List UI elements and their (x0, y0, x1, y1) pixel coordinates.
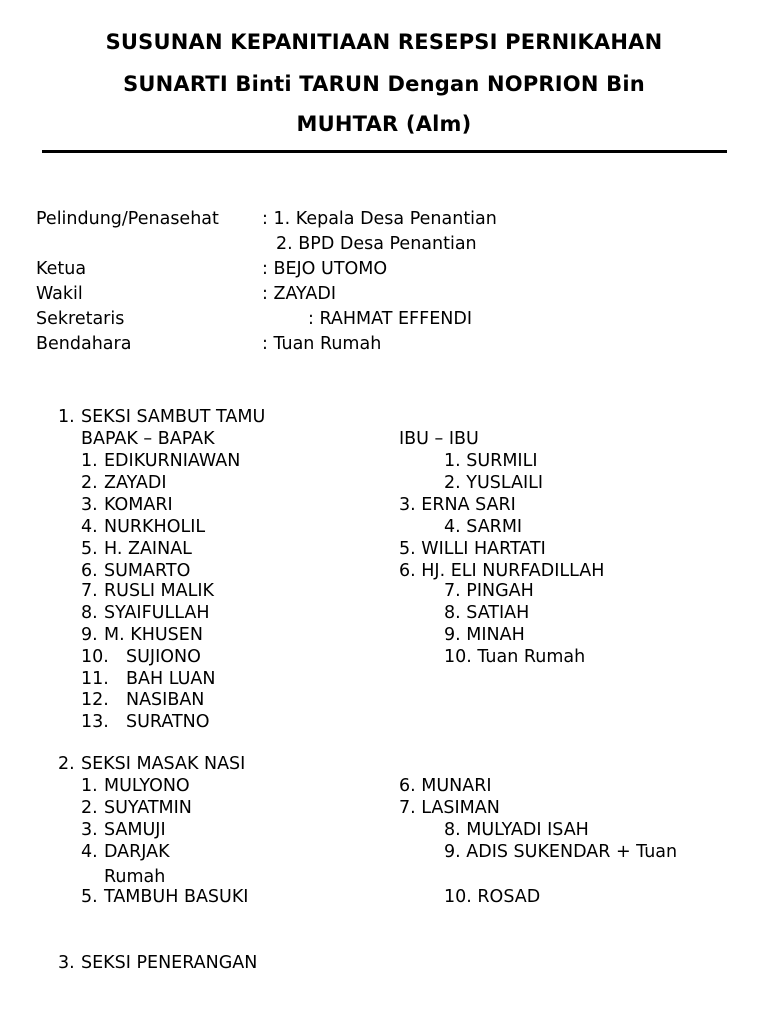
list-item-number: 11. (81, 669, 109, 689)
list-item: 10. Tuan Rumah (444, 647, 586, 667)
role-label: Sekretaris (36, 309, 125, 329)
list-item-number: 10. (81, 647, 109, 667)
list-item-number: 6. (81, 561, 98, 581)
role-label: Ketua (36, 259, 87, 279)
list-item: 6. MUNARI (399, 776, 492, 796)
role-value: : Tuan Rumah (262, 334, 382, 354)
list-item: 9. ADIS SUKENDAR + Tuan (444, 842, 678, 862)
role-label: Bendahara (36, 334, 132, 354)
document-title-line-2: SUNARTI Binti TARUN Dengan NOPRION Bin (123, 72, 645, 96)
list-item-name: SUJIONO (126, 647, 201, 667)
list-item-name: SUYATMIN (104, 798, 192, 818)
list-item: 1. SURMILI (444, 451, 538, 471)
list-item-name: BAH LUAN (126, 669, 216, 689)
list-item: 7. LASIMAN (399, 798, 500, 818)
list-item-number: 13. (81, 712, 109, 732)
list-item-name: EDIKURNIAWAN (104, 451, 241, 471)
list-item-number: 2. (81, 798, 98, 818)
list-item-name: MULYONO (104, 776, 190, 796)
section-title: SEKSI MASAK NASI (81, 754, 246, 774)
list-item-number: 3. (81, 495, 98, 515)
list-item-name: RUSLI MALIK (104, 581, 215, 601)
role-value: : BEJO UTOMO (262, 259, 388, 279)
list-item-name: SYAIFULLAH (104, 603, 210, 623)
list-item-number: 4. (81, 517, 98, 537)
list-item: 3. ERNA SARI (399, 495, 516, 515)
role-value: : ZAYADI (262, 284, 336, 304)
list-item-number: 8. (81, 603, 98, 623)
list-item: 2. YUSLAILI (444, 473, 544, 493)
list-item-number: 4. (81, 842, 98, 862)
list-item-number: 5. (81, 887, 98, 907)
list-item-name: TAMBUH BASUKI (104, 887, 249, 907)
list-item-name: DARJAK (104, 842, 170, 862)
list-item-name: Rumah (104, 867, 166, 887)
list-item-number: 1. (81, 776, 98, 796)
list-item: 8. SATIAH (444, 603, 530, 623)
section-title: SEKSI SAMBUT TAMU (81, 407, 266, 427)
role-value: 2. BPD Desa Penantian (276, 234, 477, 254)
title-underline (42, 150, 727, 153)
list-item: 4. SARMI (444, 517, 523, 537)
list-item-number: 12. (81, 690, 109, 710)
role-label: Pelindung/Penasehat (36, 209, 219, 229)
role-label: Wakil (36, 284, 83, 304)
list-item-name: M. KHUSEN (104, 625, 203, 645)
document-title-line-3: MUHTAR (Alm) (296, 112, 472, 136)
list-item-number: 5. (81, 539, 98, 559)
list-item: 5. WILLI HARTATI (399, 539, 546, 559)
list-item-name: KOMARI (104, 495, 173, 515)
column-header-men: BAPAK – BAPAK (81, 429, 215, 449)
list-item: 7. PINGAH (444, 581, 534, 601)
list-item: 10. ROSAD (444, 887, 541, 907)
role-value: : RAHMAT EFFENDI (308, 309, 472, 329)
list-item-number: 1. (81, 451, 98, 471)
list-item-name: ZAYADI (104, 473, 167, 493)
section-number: 1. (58, 407, 75, 427)
list-item-number: 3. (81, 820, 98, 840)
role-value: : 1. Kepala Desa Penantian (262, 209, 497, 229)
list-item-name: H. ZAINAL (104, 539, 192, 559)
list-item-number: 9. (81, 625, 98, 645)
list-item: 9. MINAH (444, 625, 525, 645)
document-title-line-1: SUSUNAN KEPANITIAAN RESEPSI PERNIKAHAN (105, 30, 663, 54)
list-item: 8. MULYADI ISAH (444, 820, 589, 840)
list-item-name: SAMUJI (104, 820, 166, 840)
list-item-name: NURKHOLIL (104, 517, 206, 537)
list-item-number: 7. (81, 581, 98, 601)
section-title: SEKSI PENERANGAN (81, 953, 258, 973)
list-item-number: 2. (81, 473, 98, 493)
list-item-name: NASIBAN (126, 690, 205, 710)
section-number: 3. (58, 953, 75, 973)
column-header-women: IBU – IBU (399, 429, 479, 449)
section-number: 2. (58, 754, 75, 774)
list-item: 6. HJ. ELI NURFADILLAH (399, 561, 605, 581)
list-item-name: SUMARTO (104, 561, 191, 581)
list-item-name: SURATNO (126, 712, 210, 732)
